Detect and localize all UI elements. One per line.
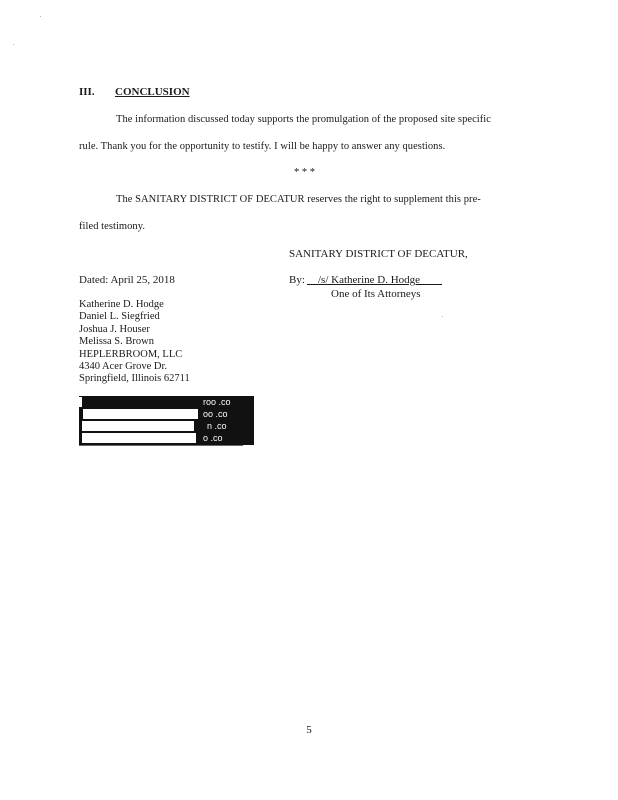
signature-entity: SANITARY DISTRICT OF DECATUR, xyxy=(289,248,468,260)
dated-line: Dated: April 25, 2018 xyxy=(79,274,175,286)
scan-speck xyxy=(442,316,443,317)
paragraph-line: The SANITARY DISTRICT OF DECATUR reserves the right to supplement this pre- xyxy=(116,194,481,205)
paragraph-line: rule. Thank you for the opportunity to testify. I will be happy to answer any questions. xyxy=(79,141,446,152)
redacted-email-line: o .co xyxy=(79,432,254,444)
counsel-line: Katherine D. Hodge xyxy=(79,299,164,310)
redacted-email-block xyxy=(79,396,254,445)
counsel-line: Springfield, Illinois 62711 xyxy=(79,373,190,385)
scan-speck xyxy=(13,44,14,45)
counsel-address-block xyxy=(79,299,259,386)
counsel-line: HEPLERBROOM, LLC xyxy=(79,348,183,360)
counsel-line: Daniel L. Siegfried xyxy=(79,311,160,323)
scan-speck xyxy=(40,16,41,17)
by-label: By: xyxy=(289,274,305,286)
paragraph-line: The information discussed today supports the promulgation of the proposed site specific xyxy=(116,114,491,125)
counsel-line: Joshua J. Houser xyxy=(79,323,150,335)
page-number: 5 xyxy=(306,724,312,736)
section-number: III. xyxy=(79,86,95,98)
redacted-email-line: roo .co xyxy=(79,396,254,408)
redacted-email-line: oo .co xyxy=(79,408,254,420)
counsel-line: Melissa S. Brown xyxy=(79,336,154,348)
section-separator: * * * xyxy=(294,167,315,178)
email-link-underline xyxy=(79,445,243,446)
redacted-email-line: n .co xyxy=(79,420,254,432)
paragraph-line: filed testimony. xyxy=(79,221,146,232)
signature-line: /s/ Katherine D. Hodge xyxy=(307,274,443,286)
counsel-line: 4340 Acer Grove Dr. xyxy=(79,360,168,372)
section-title: CONCLUSION xyxy=(115,86,190,98)
signature-role: One of Its Attorneys xyxy=(331,288,421,300)
